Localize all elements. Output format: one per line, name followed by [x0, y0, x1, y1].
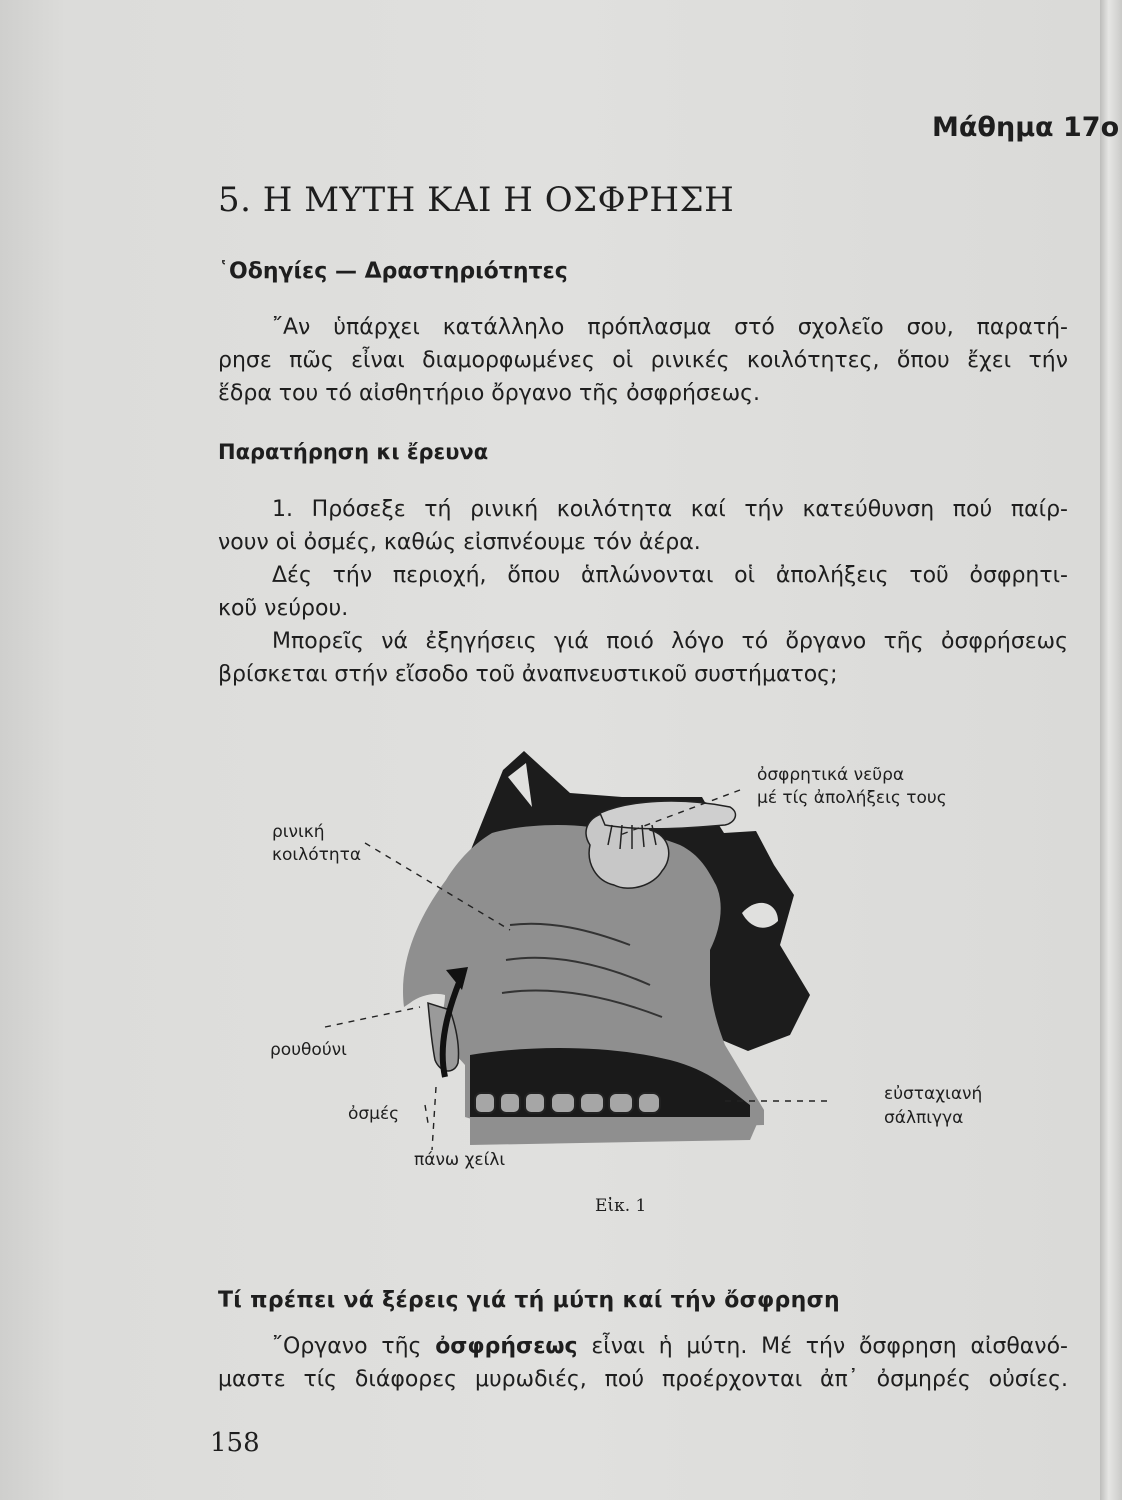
text-line: ἕδρα του τό αἰσθητήριο ὄργανο τῆς ὀσφρήσεως. [218, 381, 761, 406]
text-line: ῎Αν ὑπάρχει κατάλληλο πρόπλασμα στό σχολεῖο σου, παρατή- [272, 315, 1068, 340]
page-edge [1100, 0, 1122, 1500]
label-smells: ὀσμές [348, 1104, 400, 1124]
nose-diagram [270, 745, 830, 1165]
text-segment: εἶναι ἡ μύτη. Μέ τήν ὄσφρηση αἰσθανό- [577, 1334, 1068, 1359]
text-segment: ῎Οργανο τῆς [272, 1334, 436, 1359]
text-line [218, 1330, 1068, 1363]
knowledge-heading: Τί πρέπει νά ξέρεις γιά τή μύτη καί τήν ὄσφρηση [218, 1288, 840, 1313]
label-eustachian-line2: σάλπιγγα [884, 1108, 964, 1128]
label-nerves-line2: μέ τίς ἀπολήξεις τους [757, 788, 947, 808]
text-line: νουν οἱ ὀσμές, καθώς εἰσπνέουμε τόν ἀέρα. [218, 530, 701, 555]
label-cavity-line1: ρινική [272, 822, 325, 842]
page-number: 158 [210, 1428, 260, 1458]
text-line: βρίσκεται στήν εἴσοδο τοῦ ἀναπνευστικοῦ συστήματος; [218, 662, 838, 687]
lower-jaw [470, 1117, 760, 1145]
text-line: Μπορεῖς νά ἐξηγήσεις γιά ποιό λόγο τό ὄργανο τῆς ὀσφρήσεως [272, 629, 1068, 654]
observation-heading: Παρατήρηση κι ἔρευνα [218, 440, 489, 464]
observation-paragraph [218, 493, 1068, 691]
teeth [475, 1093, 660, 1113]
text-line: κοῦ νεύρου. [218, 596, 349, 621]
chapter-title: 5. Η ΜΥΤΗ ΚΑΙ Η ΟΣΦΡΗΣΗ [218, 180, 735, 220]
label-eustachian-line1: εὐσταχιανή [884, 1084, 983, 1104]
text-line: Δές τήν περιοχή, ὅπου ἁπλώνονται οἱ ἀπολήξεις τοῦ ὀσφρητι- [272, 563, 1068, 588]
label-nerves-line1: ὀσφρητικά νεῦρα [757, 765, 905, 785]
lesson-label: Μάθημα 17ο [932, 112, 1120, 143]
label-upper-lip: πάνω χείλι [414, 1150, 506, 1170]
text-line: μαστε τίς διάφορες μυρωδιές, πού προέρχονται ἀπ᾽ ὀσμηρές οὐσίες. [218, 1367, 1068, 1392]
text-line: 1. Πρόσεξε τή ρινική κοιλότητα καί τήν κατεύθυνση πού παίρ- [272, 497, 1068, 522]
instructions-heading: ῾Οδηγίες — Δραστηριότητες [218, 259, 568, 284]
label-nostril: ρουθούνι [270, 1040, 347, 1060]
instructions-paragraph [218, 311, 1068, 410]
figure-caption: Εἰκ. 1 [595, 1196, 647, 1216]
knowledge-paragraph [218, 1330, 1068, 1396]
text-line: ρησε πῶς εἶναι διαμορφωμένες οἱ ρινικές κοιλότητες, ὅπου ἔχει τήν [218, 348, 1068, 373]
label-cavity-line2: κοιλότητα [272, 845, 362, 865]
bold-term: ὀσφρήσεως [435, 1334, 578, 1359]
